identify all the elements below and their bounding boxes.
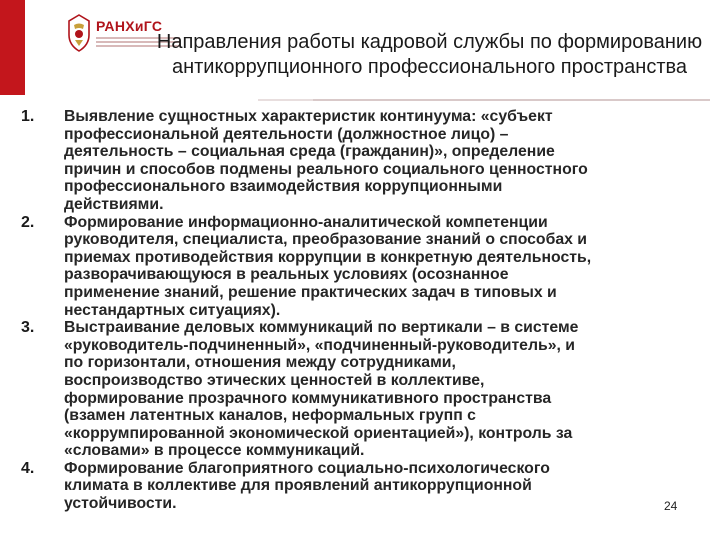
list-item-text: Выстраивание деловых коммуникаций по вертикали – в системе «руководитель-подчиненный», «подчиненный-руководитель», и по горизонтали, отношения между сотрудниками, воспроизводство этических ценностей в коллективе, формирование прозрачного коммуникативного пространства (взамен латентных каналов, неформальных групп с «коррумпированной экономической ориентацией»), контроль за «словами» в процессе коммуникаций. bbox=[64, 319, 579, 460]
list-item-number: 2. bbox=[21, 213, 35, 231]
title-divider bbox=[258, 99, 710, 101]
numbered-list bbox=[0, 108, 720, 513]
list-item bbox=[0, 214, 720, 320]
title-divider-accent bbox=[258, 99, 313, 101]
list-item-text: Формирование благоприятного социально-психологического климата в коллективе для проявлений антикоррупционной устойчивости. bbox=[64, 459, 550, 513]
list-item bbox=[0, 319, 720, 460]
eagle-emblem-icon bbox=[66, 13, 92, 53]
list-item-text: Выявление сущностных характеристик континуума: «субъект профессиональной деятельности (должностное лицо) – деятельность – социальная среда (гражданин)», определение причин и способов подмены реального социального ценностного профессионального взаимодействия коррупционными действиями. bbox=[64, 108, 588, 213]
page-title: Направления работы кадровой службы по формированию антикоррупционного профессионального пространства bbox=[156, 31, 703, 78]
red-accent-bar bbox=[0, 0, 25, 95]
list-item-text: Формирование информационно-аналитической компетенции руководителя, специалиста, преобразование знаний о способах и приемах противодействия коррупции в конкретную деятельность, разворачивающуюся в реальных условиях (осознанное применение знаний, решение практических задач в типовых и нестандартных ситуациях). bbox=[64, 213, 592, 319]
list-item-number: 1. bbox=[21, 108, 35, 125]
list-item bbox=[0, 460, 720, 513]
page-number: 24 bbox=[664, 499, 678, 513]
list-item-number: 3. bbox=[21, 319, 35, 337]
list-item bbox=[0, 108, 720, 214]
logo-name: РАНХиГС bbox=[96, 17, 163, 34]
list-item-number: 4. bbox=[21, 459, 35, 477]
